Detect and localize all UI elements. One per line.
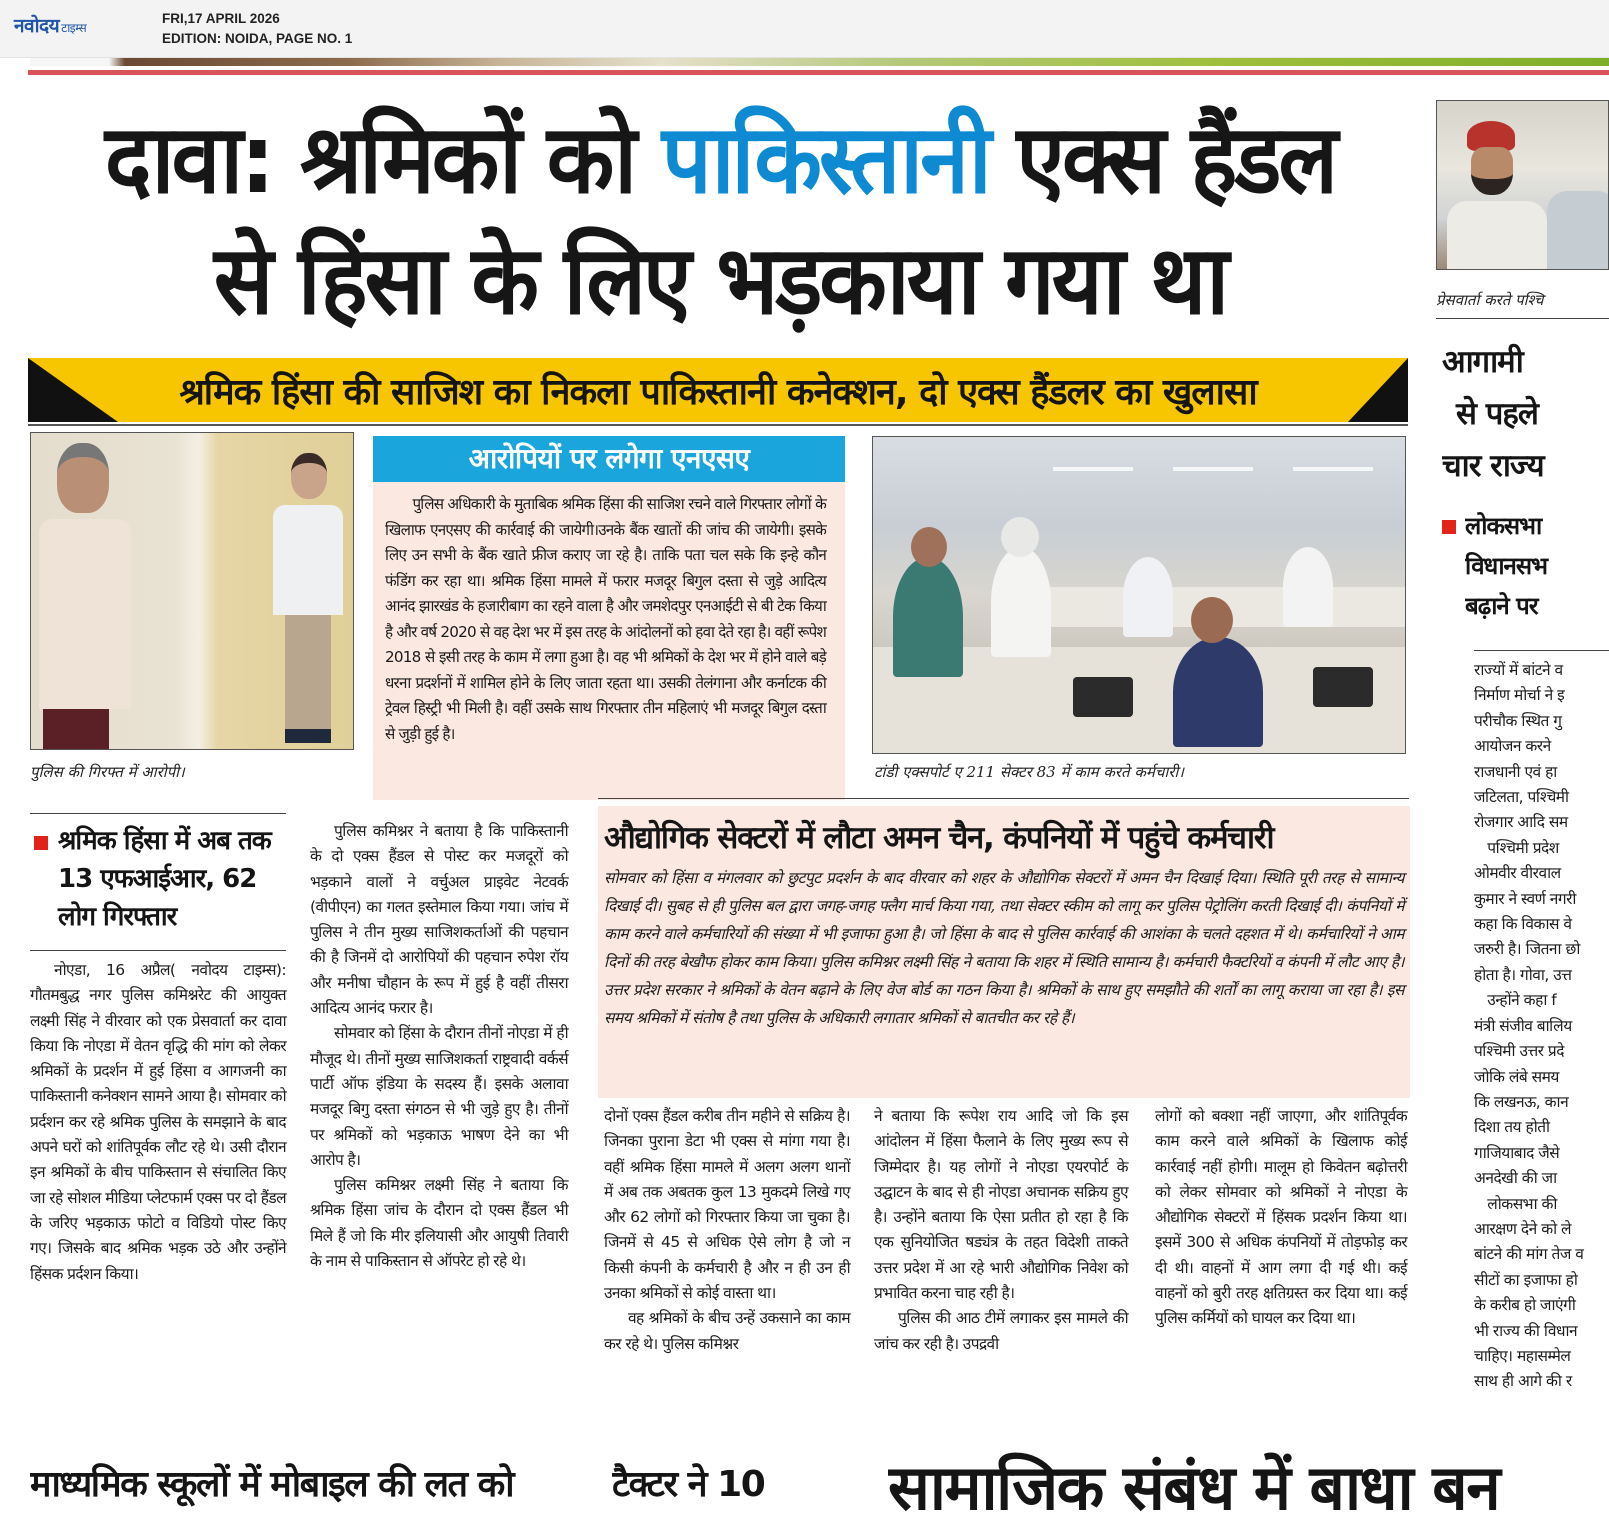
divider-rule — [30, 813, 286, 814]
text-line: आरक्षण देने को ले — [1474, 1219, 1572, 1238]
side-story-headline: श्रमिक हिंसा में अब तक 13 एफआईआर, 62 लोग गिरफ्तार — [58, 826, 271, 932]
text-line: गाजियाबाद जैसे — [1474, 1143, 1560, 1162]
nsa-sidebar-box — [373, 436, 845, 800]
text-line: परीचौक स्थित गु — [1474, 711, 1562, 730]
text-line: जरुरी है। जितना छो — [1474, 940, 1580, 959]
divider-rule — [1474, 650, 1609, 651]
edition-info — [162, 9, 352, 49]
text-line: पश्चिमी उत्तर प्रदे — [1474, 1042, 1564, 1061]
masthead-red-rule — [28, 70, 1609, 75]
edition-date: FRI,17 APRIL 2026 — [162, 11, 280, 26]
text-line: कुमार ने स्वर्ण नगरी — [1474, 889, 1576, 908]
accused-photo-caption: पुलिस की गिरफ्त में आरोपी। — [30, 763, 185, 781]
headline-line-1: दावा: श्रमिकों को पाकिस्तानी एक्स हैंडल — [104, 103, 1336, 215]
newspaper-logo[interactable] — [14, 12, 86, 38]
story-column-1: नोएडा, 16 अप्रैल( नवोदय टाइम्स): गौतमबुद्ध नगर पुलिस कमिश्नरेट की आयुक्त लक्ष्मी सिंह ने वीरवार को एक प्रेसवार्ता कर दावा किया कि नोएडा में वेतन वृद्धि की मांग को लेकर श्रमिकों के प्रदर्शन में हुई हिंसा व आगजनी का पाकिस्तानी कनेक्शन सामने आया है। सोमवार को प्रर्दशन कर रहे श्रमिक पुलिस के समझाने के बाद अपने घरों को शांतिपूर्वक लौट रहे थे। उसी दौरान इन श्रमिकों के बीच पाकिस्तान से संचालित किए जा रहे सोशल मीडिया प्लेटफार्म एक्स पर दो हैंडल के जरिए भड़काऊ फोटो व विडियो पोस्ट किए गए। जिसके बाद श्रमिक भड़क उठे और उन्होंने हिंसक प्रर्दशन किया। — [30, 961, 286, 1283]
factory-photo-caption: टांडी एक्सपोर्ट ए 211 सेक्टर 83 में काम करते कर्मचारी। — [874, 763, 1184, 781]
headline-highlight: पाकिस्तानी — [661, 103, 989, 215]
industrial-box-title: औद्योगिक सेक्टरों में लौटा अमन चैन, कंपनियों में पहुंचे कर्मचारी — [604, 820, 1274, 856]
text-line: भी राज्य की विधान — [1474, 1321, 1578, 1340]
nsa-box-body: पुलिस अधिकारी के मुताबिक श्रमिक हिंसा की साजिश रचने वाले गिरफ्तार लोगों के खिलाफ एनएसए की कार्रवाई की जायेगी।उनके बैंक खातों की जांच की जायेगी। इसके लिए उन सभी के बैंक खाते फ्रीज कराए जा रहे है। ताकि पता चल सके कि इन्हे कौन फंडिंग कर रहा था। श्रमिक हिंसा मामले में फरार मजदूर बिगुल दस्ता से जुड़े आदित्य आनंद झारखंड के हजारीबाग का रहने वाला है और जमशेदपुर एनआईटी से बी टेक किया है और वर्ष 2020 से वह देश भर में इस तरह के आंदोलनों को हवा देते रहा है। वहीं रूपेश 2018 से इसी तरह के काम में लगा हुआ है। वह भी श्रमिकों के देश भर में होने वाले बड़े धरना प्रदर्शनों में शामिल होने के लिए जाता रहता था। उसकी तेलंगाना और कर्नाटक की ट्रेवल हिस्ट्री भी मिली है। वहीं उसके साथ गिरफ्तार तीन महिलाएं भी मजदूर बिगुल दस्ता से जुड़ी हुई है। — [385, 495, 826, 743]
bottom-headline-3: सामाजिक संबंध में बाधा बन — [888, 1451, 1500, 1524]
text-line: होता है। गोवा, उत्त — [1474, 965, 1572, 984]
accused-woman-figure — [273, 453, 343, 750]
nsa-box-title: आरोपियों पर लगेगा एनएसए — [373, 436, 845, 482]
text-line: सीटों का इजाफा हो — [1474, 1270, 1578, 1289]
text-line: रोजगार आदि सम — [1474, 813, 1568, 832]
accused-photo[interactable] — [30, 432, 354, 750]
subheadline-text: श्रमिक हिंसा की साजिश का निकला पाकिस्तानी कनेक्शन, दो एक्स हैंडलर का खुलासा — [179, 372, 1257, 413]
bullet-square-icon — [34, 836, 48, 850]
text-line: राजधानी एवं हा — [1474, 762, 1557, 781]
story-column-2: पुलिस कमिश्नर ने बताया है कि पाकिस्तानी के दो एक्स हैंडल से पोस्ट कर मजदूरों को भड़काने वालों ने वर्चुअल प्राइवेट नेटवर्क (वीपीएन) का गलत इस्तेमाल किया गया। जांच में पुलिस ने तीन मुख्य साजिशकर्ताओं की पहचान की है जिनमें दो आरोपियों की पहचान रुपेश रॉय और मनीषा चौहान के रूप में हुई है वहीं तीसरा आदित्य आनंद फरार है। सोमवार को हिंसा के दौरान तीनों नोएडा में ही मौजूद थे। तीनों मुख्य साजिशकर्ता राष्ट्रवादी वर्कर्स पार्टी ऑफ इंडिया के सदस्य हैं। इसके अलावा मजदूर बिगु दस्ता संगठन से भी जुड़े हुए है। तीनों पर श्रमिकों को भड़काऊ भाषण देने का भी आरोप है। पुलिस कमिश्नर लक्ष्मी सिंह ने बताया कि श्रमिक हिंसा जांच के दौरान दो एक्स हैंडल भी मिले हैं जो कि मीर इलियासी और आयुषी तिवारी के नाम से पाकिस्तान से ऑपरेट हो रहे थे। — [310, 822, 568, 1271]
headline-line-2: से हिंसा के लिए भड़काया गया था — [213, 224, 1227, 336]
bottom-headline-2: टैक्टर ने 10 — [612, 1464, 765, 1505]
right-story-headline: आगामी से पहले चार राज्य — [1442, 344, 1544, 484]
text-line: के करीब हो जाएंगी — [1474, 1296, 1576, 1315]
text-line: कि लखनऊ, कान — [1474, 1092, 1569, 1111]
text-line: लोकसभा की — [1474, 1194, 1557, 1213]
text-line: चाहिए। महासम्मेल — [1474, 1346, 1571, 1365]
text-line: अनदेखी की जा — [1474, 1169, 1557, 1188]
divider-rule — [28, 424, 1408, 426]
factory-scene — [873, 437, 1405, 753]
text-line: दिशा तय होती — [1474, 1118, 1550, 1137]
bullet-square-icon — [1442, 520, 1456, 534]
right-story-text — [1474, 658, 1609, 1395]
page-header-bar — [0, 0, 1609, 58]
divider-rule — [30, 950, 286, 951]
story-column-4: ने बताया कि रूपेश राय आदि जो कि इस आंदोलन में हिंसा फैलाने के लिए मुख्य रूप से जिम्मेदार है। यह लोगों ने नोएडा एयरपोर्ट के उद्घाटन के बाद से ही नोएडा अचानक सक्रिय हुए है। उन्होंने बताया कि ऐसा प्रतीत हो रहा है कि एक सुनियोजित षड्यंत्र के तहत विदेशी ताकते उत्तर प्रदेश में आ रहे भारी औद्योगिक निवेश को प्रभावित करना चाह रही है। पुलिस की आठ टीमें लगाकर इस मामले की जांच कर रही है। उपद्रवी — [874, 1107, 1128, 1353]
story-column-5: लोगों को बक्शा नहीं जाएगा, और शांतिपूर्वक काम करने वाले श्रमिकों के खिलाफ कोई कार्रवाई नहीं होगी। मालूम हो किवेतन बढ़ोत्तरी को लेकर सोमवार को श्रमिकों ने नोएडा के औद्योगिक सेक्टरों में हिंसक प्रदर्शन किया था। इसमें 300 से अधिक कंपनियों में तोड़फोड़ कर दी थी। वाहनों में आग लगा दी गई थी। कई वाहनों को बुरी तरह क्षतिग्रस्त कर दिया था। कई पुलिस कर्मियों को घायल कर दिया था। — [1155, 1107, 1407, 1328]
text-line: मंत्री संजीव बालिय — [1474, 1016, 1572, 1035]
press-photo-caption: प्रेसवार्ता करते पश्चि — [1436, 291, 1544, 309]
text-line: जटिलता, पश्चिमी — [1474, 788, 1569, 807]
text-line: कहा कि विकास वे — [1474, 915, 1572, 934]
text-line: आयोजन करने — [1474, 737, 1551, 756]
text-line: ओमवीर वीरवाल — [1474, 864, 1561, 883]
right-story-subheadline: लोकसभा विधानसभ बढ़ाने पर — [1465, 512, 1547, 620]
edition-page: EDITION: NOIDA, PAGE NO. 1 — [162, 31, 353, 46]
text-line: जोकि लंबे समय — [1474, 1067, 1559, 1086]
divider-rule — [1436, 318, 1609, 319]
masthead-image-strip — [30, 58, 1609, 66]
text-line: राज्यों में बांटने व — [1474, 661, 1563, 679]
main-headline — [30, 99, 1410, 341]
press-conference-photo[interactable] — [1436, 100, 1609, 270]
text-line: निर्माण मोर्चा ने इ — [1474, 686, 1565, 705]
factory-workers-photo[interactable] — [872, 436, 1406, 754]
text-line: उन्होंने कहा f — [1474, 991, 1557, 1010]
logo-sub: टाइम्स — [61, 21, 87, 35]
text-line: पश्चिमी प्रदेश — [1474, 838, 1559, 857]
text-line: बांटने की मांग तेज व — [1474, 1245, 1584, 1264]
subheadline-ribbon — [28, 358, 1408, 422]
text-line: साथ ही आगे की र — [1474, 1372, 1572, 1391]
story-column-3: दोनों एक्स हैंडल करीब तीन महीने से सक्रिय है।जिनका पुराना डेटा भी एक्स से मांगा गया है। वहीं श्रमिक हिंसा मामले में अलग अलग थानों में अब तक अबतक कुल 13 मुकदमे लिखे गए और 62 लोगों को गिरफ्तार किया जा चुका है। जिनमें से 45 से अधिक ऐसे लोग है जो न किसी कंपनी के कर्मचारी है और न ही उन ही उनका श्रमिकों से कोई वास्ता था। वह श्रमिकों के बीच उन्हें उकसाने का काम कर रहे थे। पुलिस कमिश्नर — [604, 1107, 850, 1353]
accused-man-figure — [39, 443, 131, 750]
divider-rule — [598, 798, 1409, 799]
industrial-sectors-box — [598, 806, 1410, 1098]
industrial-box-body: सोमवार को हिंसा व मंगलवार को छुटपुट प्रदर्शन के बाद वीरवार को शहर के औद्योगिक सेक्टरों में अमन चैन दिखाई दिया। स्थिति पूरी तरह से सामान्य दिखाई दी। सुबह से ही पुलिस बल द्वारा जगह-जगह फ्लैग मार्च किया गया, तथा सेक्टर स्कीम को लागू कर पुलिस पेट्रोलिंग करती दिखाई दी। कंपनियों में काम करने वाले कर्मचारियों की संख्या में भी इजाफा हुआ है। जो हिंसा के बाद से पुलिस कार्रवाई की आशंका के चलते दहशत में थे। कर्मचारियों ने आम दिनों की तरह बेखौफ होकर काम किया। पुलिस कमिश्नर लक्ष्मी सिंह ने बताया कि शहर में स्थिति सामान्य है। कर्मचारी फैक्टरियों व कंपनी में लौट आए है। उत्तर प्रदेश सरकार ने श्रमिकों के वेतन बढ़ाने के लिए वेज बोर्ड का गठन किया है। श्रमिकों के साथ हुए समझौते की शर्तों का लागू कराया जा रहा है। इस समय श्रमिकों में संतोष है तथा पुलिस के अधिकारी लगातार श्रमिकों से बातचीत कर रहे हैं। — [604, 869, 1404, 1027]
bottom-headline-1: माध्यमिक स्कूलों में मोबाइल की लत को — [30, 1464, 514, 1505]
logo-main: नवोदय — [14, 15, 60, 37]
